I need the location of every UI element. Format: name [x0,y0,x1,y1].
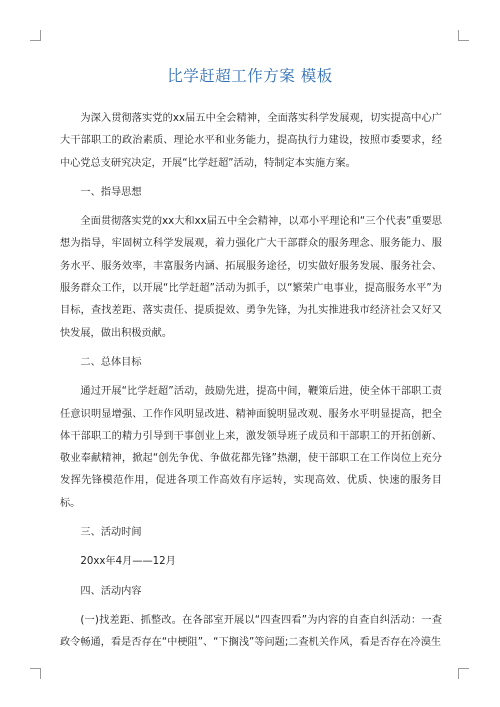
activity-time-paragraph: 20xx年4月——12月 [80,556,176,568]
section-heading-guiding-ideology: 一、指导思想 [80,186,142,198]
guiding-ideology-paragraph: 全面贯彻落实党的xx大和xx届五中全会精神，以邓小平理论和“三个代表”重要思想为指导，牢固树立科学发展观，着力强化广大干部群众的服务理念、服务能力、服务水平、服务效率，丰富服务内涵、拓展服务途径，切实做好服务发展、服务社会、服务群众工作，以开展“比学赶超”活动为抓手，以“繁荣广电事业，提高服务水平”为目标，查找差距、落实责任、提质提效、勇争先锋，为扎实推进我市经济社会又好又快发展，做出积极贡献。 [60,216,442,339]
section-heading-overall-goals: 二、总体目标 [80,356,142,368]
activity-content-paragraph: (一)找差距、抓整改。在各部室开展以“四查四看”为内容的自查自纠活动：一查政令畅通，看是否存在“中梗阻”、“下搁浅”等问题;二查机关作风，看是否存在冷漠生 [60,614,442,649]
overall-goals-paragraph: 通过开展“比学赶超”活动，鼓励先进，提高中间，鞭策后进，使全体干部职工责任意识明显增强、工作作风明显改进、精神面貌明显改观、服务水平明显提高，把全体干部职工的精力引导到干事创业上来，激发领导班子成员和干部职工的开拓创新、敬业奉献精神，掀起“创先争优、争做花都先锋”热潮，使干部职工在工作岗位上充分发挥先锋模范作用，促进各项工作高效有序运转，实现高效、优质、快速的服务目标。 [60,386,442,509]
document-body [60,108,442,655]
crop-mark-top-right [458,30,469,41]
crop-mark-bottom-right [458,668,469,679]
section-heading-activity-content: 四、活动内容 [80,585,142,597]
crop-mark-bottom-left [30,668,41,679]
document-title: 比学赶超工作方案 模板 [167,67,333,85]
intro-paragraph: 为深入贯彻落实党的xx届五中全会精神，全面落实科学发展观，切实提高中心广大干部职工的政治素质、理论水平和业务能力，提高执行力建设，按照市委要求，经中心党总支研究决定，开展“比学赶超”活动，特制定本实施方案。 [60,113,442,169]
section-heading-activity-time: 三、活动时间 [80,527,142,539]
crop-mark-top-left [30,30,41,41]
